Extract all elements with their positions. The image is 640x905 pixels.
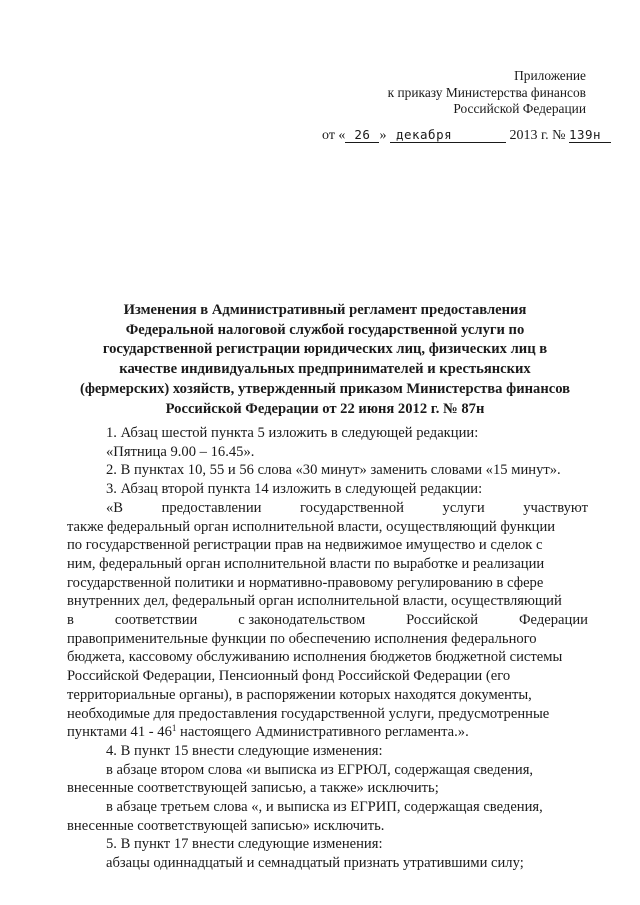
date-day-close: »	[379, 128, 387, 143]
item-3-last-post: настоящего Административного регламента.».	[176, 724, 469, 741]
item-3-last-line	[67, 723, 588, 742]
word: предоставлении	[161, 499, 262, 516]
item-3-line: внутренних дел, федеральный орган исполнительной власти, осуществляющий	[67, 593, 562, 610]
item-1-text: «Пятница 9.00 – 16.45».	[106, 443, 255, 460]
word: Федерации	[519, 612, 588, 629]
item-2: 2. В пунктах 10, 55 и 56 слова «30 минут» заменить словами «15 минут».	[106, 462, 561, 479]
item-3-line: необходимые для предоставления государственной услуги, предусмотренные	[67, 705, 550, 722]
item-3-line: государственной политики и нормативно-правовому регулированию в сфере	[67, 574, 544, 591]
appendix-header	[388, 68, 586, 118]
title-line: государственной регистрации юридических лиц, физических лиц в	[102, 341, 548, 358]
item-5-a: абзацы одиннадцатый и семнадцатый признать утратившими силу;	[106, 855, 524, 872]
word: соответствии	[114, 612, 198, 629]
title-line: качестве индивидуальных предпринимателей и крестьянских	[119, 361, 531, 378]
item-4-b-line: в абзаце третьем слова «, и выписка из ЕГРИП, содержащая сведения,	[106, 799, 543, 816]
title-line: Российской Федерации от 22 июня 2012 г. № 87н	[165, 400, 485, 417]
item-3-spread-line	[67, 611, 588, 630]
title-line: Изменения в Административный регламент предоставления	[123, 302, 527, 318]
number-sign: №	[552, 128, 566, 143]
date-month: декабря	[390, 128, 506, 143]
title-line: Федеральной налоговой службой государственной услуги по	[125, 321, 525, 338]
document-body	[67, 424, 588, 873]
item-3-first-line	[67, 499, 588, 518]
superscript: 1	[171, 723, 177, 734]
item-3-line: также федеральный орган исполнительной власти, осуществляющий функции	[67, 518, 556, 535]
item-3-line: бюджета, кассовому обслуживанию исполнения бюджетов бюджетной системы	[67, 649, 563, 666]
item-4-title: 4. В пункт 15 внести следующие изменения:	[106, 742, 383, 759]
item-1-title: 1. Абзац шестой пункта 5 изложить в следующей редакции:	[106, 425, 479, 441]
item-3-line: ним, федеральный орган исполнительной власти по выработке и реализации	[67, 555, 545, 572]
date-year: 2013 г.	[509, 128, 549, 143]
date-day: 26	[345, 128, 379, 143]
word: Российской	[406, 612, 479, 629]
item-3-line: по государственной регистрации прав на недвижимое имущество и сделок с	[67, 537, 543, 554]
word: участвуют	[523, 499, 588, 516]
item-3-line: территориальные органы), в распоряжении которых находятся документы,	[67, 686, 532, 703]
appendix-order-ref: к приказу Министерства финансов	[387, 84, 586, 100]
item-3-last-pre: пунктами 41 - 46	[67, 724, 172, 741]
order-number: 139н	[569, 128, 611, 143]
item-4-b-line: внесенные соответствующей записью» исключить.	[67, 817, 385, 834]
title-line: (фермерских) хозяйств, утвержденный приказом Министерства финансов	[79, 380, 571, 397]
word: с законодательством	[238, 612, 366, 629]
item-4-a-line: внесенные соответствующей записью, а также» исключить;	[67, 780, 439, 797]
item-3-title: 3. Абзац второй пункта 14 изложить в следующей редакции:	[106, 481, 483, 498]
appendix-label: Приложение	[514, 68, 586, 83]
word: услуги	[442, 499, 485, 516]
item-3-line: правоприменительные функции по обеспечению исполнения федерального	[67, 630, 537, 647]
item-4-a-line: в абзаце втором слова «и выписка из ЕГРЮЛ, содержащая сведения,	[106, 761, 534, 778]
appendix-country: Российской Федерации	[453, 101, 586, 116]
word: в	[67, 612, 74, 629]
date-prefix: от «	[322, 128, 346, 143]
order-dateline	[322, 128, 611, 144]
word: «В	[106, 499, 124, 516]
document-title	[60, 301, 590, 419]
item-5-title: 5. В пункт 17 внести следующие изменения:	[106, 836, 383, 853]
item-3-line: Российской Федерации, Пенсионный фонд Российской Федерации (его	[67, 668, 511, 685]
word: государственной	[299, 499, 404, 516]
